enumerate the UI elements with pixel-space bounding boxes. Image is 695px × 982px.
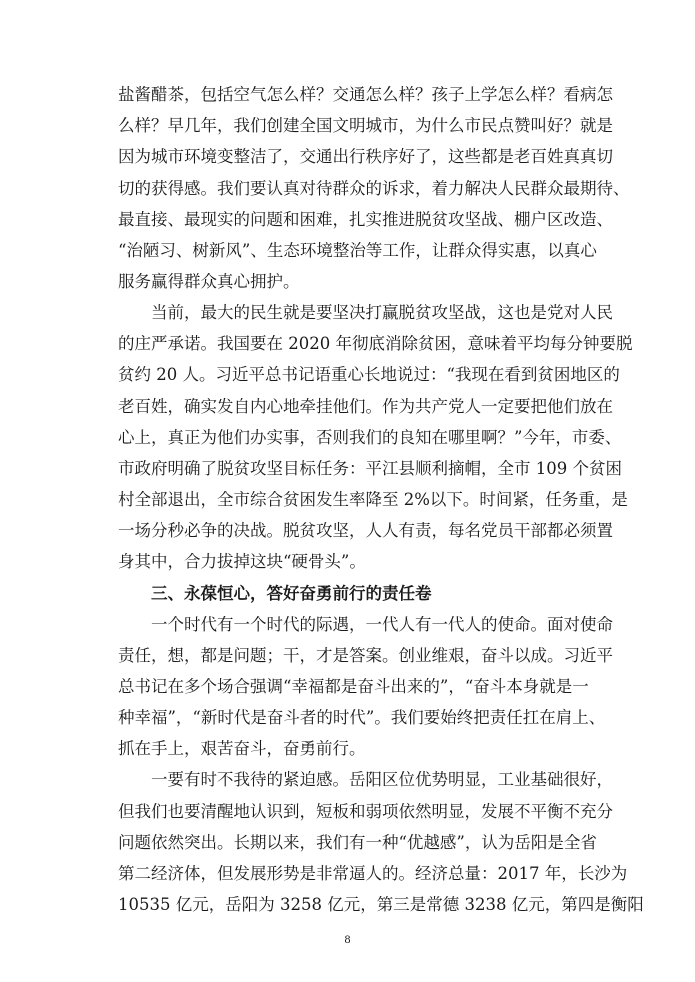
text-line: “治陋习、树新风”、生态环境整治等工作，让群众得实惠，以真心	[118, 240, 597, 260]
text-line: 心上，真正为他们办实事，否则我们的良知在哪里啊？”今年，市委、	[118, 427, 622, 447]
text-line: 最直接、最现实的问题和困难，扎实推进脱贫攻坚战、棚户区改造、	[118, 209, 613, 229]
section-heading: 三、永葆恒心，答好奋勇前行的责任卷	[118, 583, 432, 603]
text-line: 10535 亿元，岳阳为 3258 亿元，第三是常德 3238 亿元，第四是衡阳	[118, 895, 644, 914]
text-line: 盐酱醋茶，包括空气怎么样？交通怎么样？孩子上学怎么样？看病怎	[118, 85, 613, 104]
text-line: 村全部退出，全市综合贫困发生率降至 2%以下。时间紧，任务重，是	[118, 490, 628, 509]
text-line: 市政府明确了脱贫攻坚目标任务：平江县顺利摘帽，全市 109 个贫困	[118, 458, 622, 478]
page-number: 8	[344, 932, 351, 946]
text-line: 因为城市环境变整洁了，交通出行秩序好了，这些都是老百姓真真切	[118, 147, 613, 167]
text-line: 老百姓，确实发自内心地牵挂他们。作为共产党人一定要把他们放在	[118, 396, 613, 416]
text-line: 抓在手上，艰苦奋斗，奋勇前行。	[118, 739, 366, 759]
text-line: 一场分秒必争的决战。脱贫攻坚，人人有责，每名党员干部都必须置	[118, 521, 613, 541]
text-line: 但我们也要清醒地认识到，短板和弱项依然明显，发展不平衡不充分	[118, 801, 613, 821]
text-line: 责任，想，都是问题；干，才是答案。创业维艰，奋斗以成。习近平	[118, 645, 613, 665]
text-line: 切的获得感。我们要认真对待群众的诉求，着力解决人民群众最期待、	[118, 178, 630, 198]
text-line: 第二经济体，但发展形势是非常逼人的。经济总量：2017 年，长沙为	[118, 863, 628, 883]
text-line: 总书记在多个场合强调“幸福都是奋斗出来的”，“奋斗本身就是一	[118, 676, 589, 696]
text-line: 的庄严承诺。我国要在 2020 年彻底消除贫困，意味着平均每分钟要脱	[118, 334, 633, 354]
text-line: 当前，最大的民生就是要坚决打赢脱贫攻坚战，这也是党对人民	[118, 303, 613, 323]
text-line: 一个时代有一个时代的际遇，一代人有一代人的使命。面对使命	[118, 614, 613, 634]
text-line: 种幸福”，“新时代是奋斗者的时代”。我们要始终把责任扛在肩上、	[118, 708, 606, 728]
text-line: 身其中，合力拔掉这块“硬骨头”。	[118, 552, 366, 572]
text-line: 么样？早几年，我们创建全国文明城市，为什么市民点赞叫好？就是	[118, 116, 613, 136]
text-line: 贫约 20 人。习近平总书记语重心长地说过：“我现在看到贫困地区的	[118, 365, 620, 385]
text-line: 服务赢得群众真心拥护。	[118, 271, 300, 291]
text-line: 问题依然突出。长期以来，我们有一种“优越感”，认为岳阳是全省	[118, 832, 597, 852]
text-line: 一要有时不我待的紧迫感。岳阳区位优势明显，工业基础很好，	[118, 770, 613, 790]
